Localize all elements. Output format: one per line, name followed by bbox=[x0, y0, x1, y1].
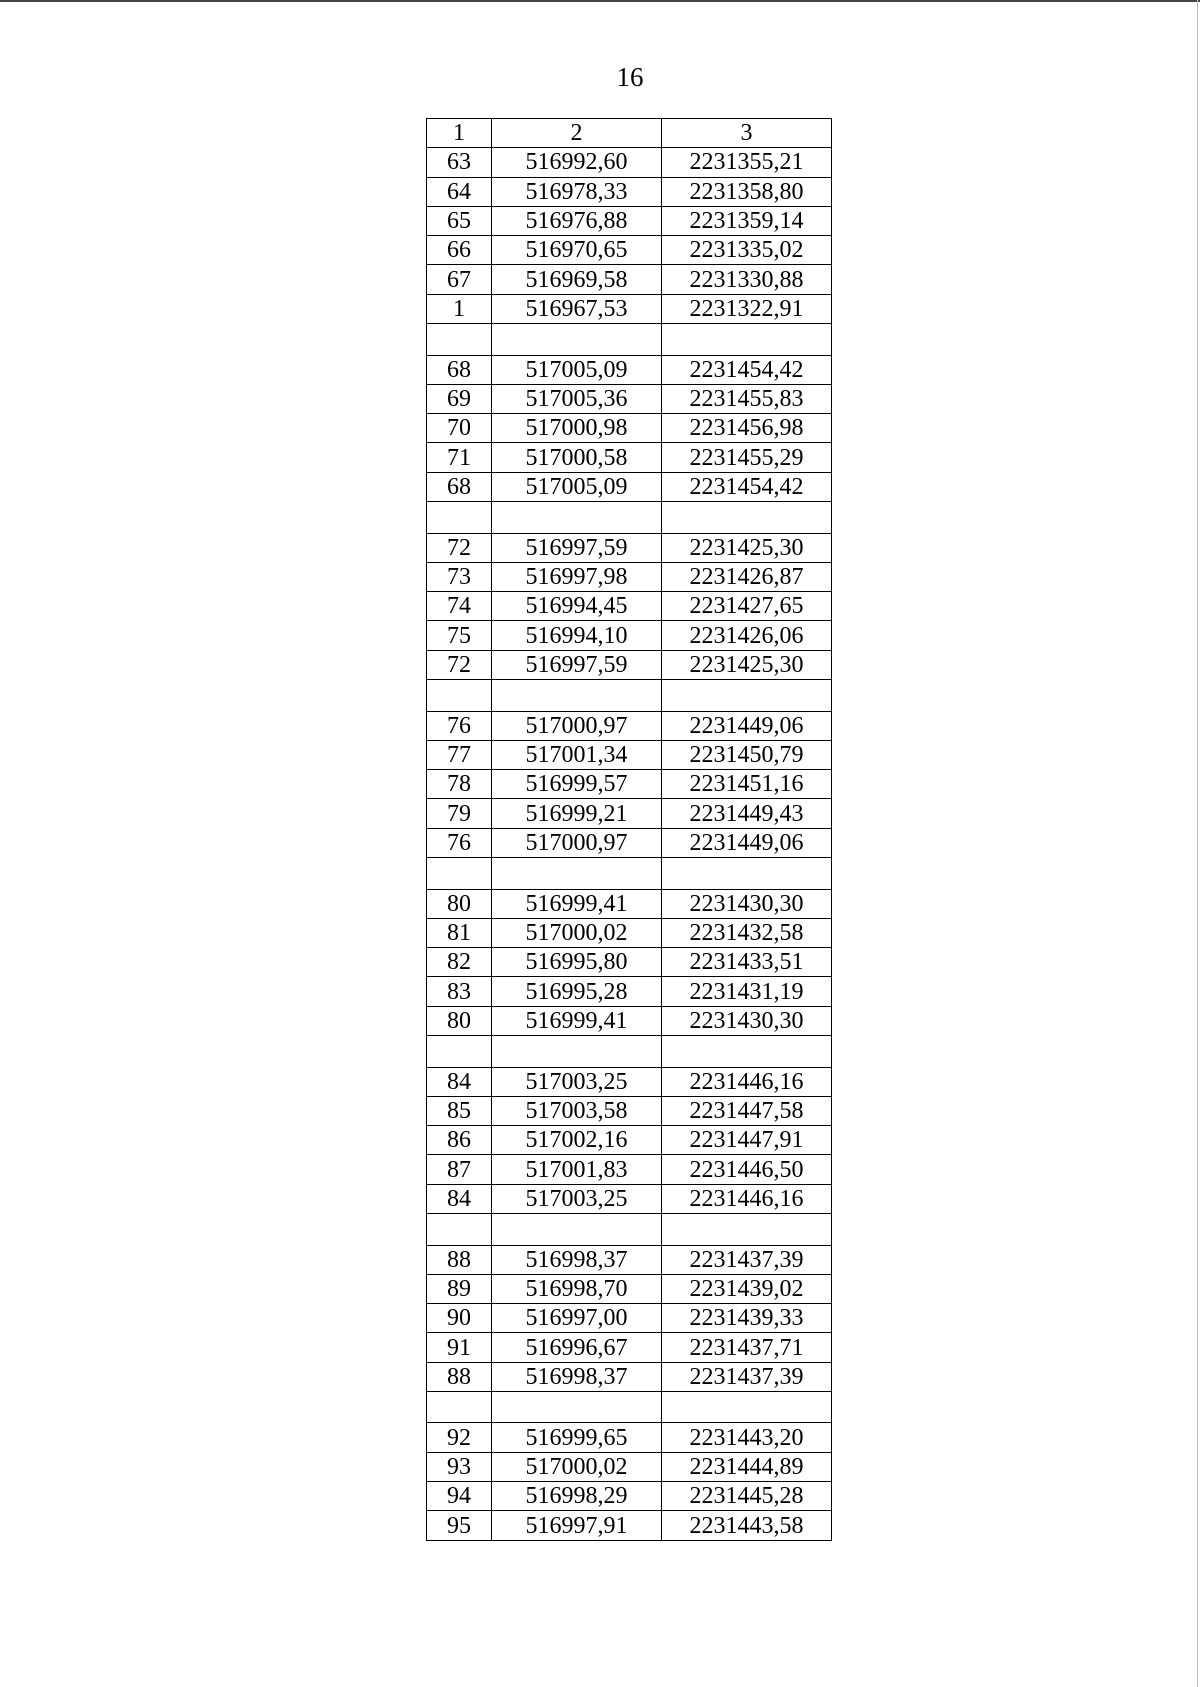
cell-y-coordinate: 2231335,02 bbox=[662, 236, 832, 265]
cell-x-coordinate: 516999,65 bbox=[492, 1423, 662, 1452]
cell-y-coordinate: 2231425,30 bbox=[662, 533, 832, 562]
table-row bbox=[427, 1482, 832, 1511]
cell-point-number: 85 bbox=[427, 1096, 492, 1125]
cell-y-coordinate: 2231445,28 bbox=[662, 1482, 832, 1511]
cell-point-number: 84 bbox=[427, 1067, 492, 1096]
cell-x-coordinate: 516997,59 bbox=[492, 650, 662, 679]
cell-point-number bbox=[427, 324, 492, 356]
cell-y-coordinate: 2231446,50 bbox=[662, 1155, 832, 1184]
table-row bbox=[427, 1304, 832, 1333]
cell-y-coordinate: 2231439,02 bbox=[662, 1274, 832, 1303]
cell-y-coordinate: 2231447,58 bbox=[662, 1096, 832, 1125]
table-row bbox=[427, 1511, 832, 1540]
cell-point-number: 68 bbox=[427, 472, 492, 501]
cell-point-number: 67 bbox=[427, 265, 492, 294]
cell-point-number: 80 bbox=[427, 1006, 492, 1035]
page-top-edge bbox=[0, 0, 1200, 2]
table-row bbox=[427, 1096, 832, 1125]
table-separator-row bbox=[427, 502, 832, 534]
cell-x-coordinate: 517002,16 bbox=[492, 1126, 662, 1155]
cell-y-coordinate: 2231443,58 bbox=[662, 1511, 832, 1540]
cell-y-coordinate: 2231455,83 bbox=[662, 384, 832, 413]
table-row bbox=[427, 1274, 832, 1303]
table-row bbox=[427, 1245, 832, 1274]
table-row bbox=[427, 1362, 832, 1391]
cell-x-coordinate: 516994,10 bbox=[492, 621, 662, 650]
table-row bbox=[427, 770, 832, 799]
table-separator-row bbox=[427, 1214, 832, 1246]
cell-y-coordinate: 2231444,89 bbox=[662, 1452, 832, 1481]
cell-point-number: 68 bbox=[427, 355, 492, 384]
cell-y-coordinate: 2231446,16 bbox=[662, 1184, 832, 1213]
cell-point-number bbox=[427, 1391, 492, 1423]
cell-x-coordinate: 516997,59 bbox=[492, 533, 662, 562]
cell-y-coordinate: 2231454,42 bbox=[662, 355, 832, 384]
cell-y-coordinate: 2231358,80 bbox=[662, 177, 832, 206]
cell-point-number bbox=[427, 1036, 492, 1068]
cell-x-coordinate: 516998,29 bbox=[492, 1482, 662, 1511]
table-row bbox=[427, 1006, 832, 1035]
table-row bbox=[427, 265, 832, 294]
header-cell-point: 1 bbox=[427, 119, 492, 148]
cell-x-coordinate bbox=[492, 1214, 662, 1246]
cell-point-number: 1 bbox=[427, 294, 492, 323]
table-separator-row bbox=[427, 858, 832, 890]
cell-point-number: 83 bbox=[427, 977, 492, 1006]
table-row bbox=[427, 1423, 832, 1452]
cell-point-number: 86 bbox=[427, 1126, 492, 1155]
table-row bbox=[427, 889, 832, 918]
cell-y-coordinate: 2231425,30 bbox=[662, 650, 832, 679]
cell-y-coordinate bbox=[662, 1391, 832, 1423]
cell-point-number: 73 bbox=[427, 562, 492, 591]
cell-point-number: 76 bbox=[427, 828, 492, 857]
cell-x-coordinate bbox=[492, 858, 662, 890]
cell-x-coordinate: 517000,02 bbox=[492, 918, 662, 947]
page-number: 16 bbox=[616, 62, 644, 92]
cell-point-number: 88 bbox=[427, 1245, 492, 1274]
cell-y-coordinate: 2231437,39 bbox=[662, 1362, 832, 1391]
cell-x-coordinate: 517005,36 bbox=[492, 384, 662, 413]
cell-x-coordinate bbox=[492, 502, 662, 534]
cell-point-number: 87 bbox=[427, 1155, 492, 1184]
cell-x-coordinate: 517000,97 bbox=[492, 828, 662, 857]
table-row bbox=[427, 1333, 832, 1362]
cell-y-coordinate: 2231449,06 bbox=[662, 711, 832, 740]
cell-y-coordinate bbox=[662, 1214, 832, 1246]
cell-x-coordinate: 516992,60 bbox=[492, 148, 662, 177]
cell-point-number: 71 bbox=[427, 443, 492, 472]
table-row bbox=[427, 1126, 832, 1155]
cell-point-number: 84 bbox=[427, 1184, 492, 1213]
cell-point-number: 88 bbox=[427, 1362, 492, 1391]
cell-x-coordinate: 516999,57 bbox=[492, 770, 662, 799]
cell-x-coordinate bbox=[492, 1391, 662, 1423]
cell-x-coordinate bbox=[492, 1036, 662, 1068]
cell-x-coordinate: 516995,28 bbox=[492, 977, 662, 1006]
cell-x-coordinate: 516998,37 bbox=[492, 1362, 662, 1391]
cell-x-coordinate: 517003,25 bbox=[492, 1067, 662, 1096]
cell-y-coordinate: 2231443,20 bbox=[662, 1423, 832, 1452]
cell-point-number: 76 bbox=[427, 711, 492, 740]
table-separator-row bbox=[427, 1036, 832, 1068]
cell-y-coordinate: 2231450,79 bbox=[662, 740, 832, 769]
cell-y-coordinate: 2231439,33 bbox=[662, 1304, 832, 1333]
cell-point-number: 79 bbox=[427, 799, 492, 828]
cell-x-coordinate: 517005,09 bbox=[492, 472, 662, 501]
cell-y-coordinate: 2231330,88 bbox=[662, 265, 832, 294]
cell-x-coordinate: 516998,37 bbox=[492, 1245, 662, 1274]
page-right-edge bbox=[1197, 0, 1198, 1687]
cell-point-number: 69 bbox=[427, 384, 492, 413]
cell-x-coordinate: 516999,41 bbox=[492, 889, 662, 918]
cell-x-coordinate: 517000,02 bbox=[492, 1452, 662, 1481]
table-separator-row bbox=[427, 680, 832, 712]
table-header-row bbox=[427, 119, 832, 148]
cell-y-coordinate: 2231430,30 bbox=[662, 1006, 832, 1035]
cell-point-number: 70 bbox=[427, 414, 492, 443]
cell-y-coordinate: 2231455,29 bbox=[662, 443, 832, 472]
cell-x-coordinate: 516994,45 bbox=[492, 592, 662, 621]
cell-point-number: 80 bbox=[427, 889, 492, 918]
table-row bbox=[427, 236, 832, 265]
table-row bbox=[427, 384, 832, 413]
table-row bbox=[427, 592, 832, 621]
table-row bbox=[427, 148, 832, 177]
cell-x-coordinate: 516999,41 bbox=[492, 1006, 662, 1035]
cell-y-coordinate bbox=[662, 680, 832, 712]
cell-x-coordinate: 517001,83 bbox=[492, 1155, 662, 1184]
cell-point-number: 95 bbox=[427, 1511, 492, 1540]
cell-x-coordinate: 517005,09 bbox=[492, 355, 662, 384]
cell-x-coordinate: 516969,58 bbox=[492, 265, 662, 294]
cell-point-number: 72 bbox=[427, 533, 492, 562]
cell-y-coordinate: 2231427,65 bbox=[662, 592, 832, 621]
cell-y-coordinate: 2231447,91 bbox=[662, 1126, 832, 1155]
cell-x-coordinate: 516998,70 bbox=[492, 1274, 662, 1303]
cell-x-coordinate: 517001,34 bbox=[492, 740, 662, 769]
cell-y-coordinate: 2231449,06 bbox=[662, 828, 832, 857]
cell-x-coordinate: 516999,21 bbox=[492, 799, 662, 828]
table-row bbox=[427, 1452, 832, 1481]
table-row bbox=[427, 740, 832, 769]
cell-point-number: 82 bbox=[427, 948, 492, 977]
cell-x-coordinate: 516967,53 bbox=[492, 294, 662, 323]
cell-point-number: 91 bbox=[427, 1333, 492, 1362]
cell-point-number: 77 bbox=[427, 740, 492, 769]
cell-x-coordinate: 517000,97 bbox=[492, 711, 662, 740]
cell-x-coordinate: 516976,88 bbox=[492, 206, 662, 235]
table-row bbox=[427, 206, 832, 235]
cell-point-number: 75 bbox=[427, 621, 492, 650]
cell-x-coordinate: 517003,25 bbox=[492, 1184, 662, 1213]
cell-y-coordinate: 2231430,30 bbox=[662, 889, 832, 918]
cell-x-coordinate: 516997,00 bbox=[492, 1304, 662, 1333]
cell-point-number: 93 bbox=[427, 1452, 492, 1481]
cell-x-coordinate: 516995,80 bbox=[492, 948, 662, 977]
cell-y-coordinate: 2231432,58 bbox=[662, 918, 832, 947]
cell-point-number: 78 bbox=[427, 770, 492, 799]
table-row bbox=[427, 1184, 832, 1213]
cell-y-coordinate: 2231359,14 bbox=[662, 206, 832, 235]
table-row bbox=[427, 1067, 832, 1096]
table-row bbox=[427, 472, 832, 501]
cell-point-number: 63 bbox=[427, 148, 492, 177]
cell-point-number: 72 bbox=[427, 650, 492, 679]
table-row bbox=[427, 977, 832, 1006]
table-row bbox=[427, 533, 832, 562]
table-row bbox=[427, 414, 832, 443]
cell-y-coordinate bbox=[662, 1036, 832, 1068]
table-row bbox=[427, 294, 832, 323]
table-separator-row bbox=[427, 1391, 832, 1423]
cell-x-coordinate: 517000,98 bbox=[492, 414, 662, 443]
cell-y-coordinate bbox=[662, 502, 832, 534]
cell-x-coordinate: 516996,67 bbox=[492, 1333, 662, 1362]
cell-y-coordinate: 2231426,06 bbox=[662, 621, 832, 650]
cell-y-coordinate: 2231451,16 bbox=[662, 770, 832, 799]
cell-point-number: 64 bbox=[427, 177, 492, 206]
table-row bbox=[427, 355, 832, 384]
cell-point-number: 81 bbox=[427, 918, 492, 947]
table-row bbox=[427, 562, 832, 591]
table-row bbox=[427, 711, 832, 740]
cell-x-coordinate: 516970,65 bbox=[492, 236, 662, 265]
cell-x-coordinate: 516978,33 bbox=[492, 177, 662, 206]
table-row bbox=[427, 443, 832, 472]
table-row bbox=[427, 918, 832, 947]
cell-y-coordinate: 2231437,39 bbox=[662, 1245, 832, 1274]
cell-x-coordinate: 517003,58 bbox=[492, 1096, 662, 1125]
cell-y-coordinate: 2231355,21 bbox=[662, 148, 832, 177]
cell-y-coordinate: 2231433,51 bbox=[662, 948, 832, 977]
cell-y-coordinate: 2231446,16 bbox=[662, 1067, 832, 1096]
table-row bbox=[427, 948, 832, 977]
cell-point-number bbox=[427, 1214, 492, 1246]
table-body bbox=[427, 148, 832, 1540]
cell-y-coordinate: 2231322,91 bbox=[662, 294, 832, 323]
cell-point-number: 66 bbox=[427, 236, 492, 265]
cell-x-coordinate: 517000,58 bbox=[492, 443, 662, 472]
cell-x-coordinate: 516997,98 bbox=[492, 562, 662, 591]
cell-x-coordinate: 516997,91 bbox=[492, 1511, 662, 1540]
cell-point-number: 94 bbox=[427, 1482, 492, 1511]
header-cell-x: 2 bbox=[492, 119, 662, 148]
cell-y-coordinate: 2231437,71 bbox=[662, 1333, 832, 1362]
coordinates-table bbox=[426, 118, 832, 1541]
cell-point-number bbox=[427, 858, 492, 890]
cell-point-number: 65 bbox=[427, 206, 492, 235]
table-row bbox=[427, 650, 832, 679]
cell-point-number: 92 bbox=[427, 1423, 492, 1452]
cell-y-coordinate: 2231456,98 bbox=[662, 414, 832, 443]
table-separator-row bbox=[427, 324, 832, 356]
header-cell-y: 3 bbox=[662, 119, 832, 148]
table-row bbox=[427, 828, 832, 857]
table-row bbox=[427, 621, 832, 650]
cell-y-coordinate bbox=[662, 858, 832, 890]
table-row bbox=[427, 177, 832, 206]
cell-y-coordinate bbox=[662, 324, 832, 356]
cell-point-number: 74 bbox=[427, 592, 492, 621]
cell-point-number: 90 bbox=[427, 1304, 492, 1333]
cell-y-coordinate: 2231431,19 bbox=[662, 977, 832, 1006]
cell-point-number bbox=[427, 502, 492, 534]
table-row bbox=[427, 1155, 832, 1184]
cell-x-coordinate bbox=[492, 680, 662, 712]
table-row bbox=[427, 799, 832, 828]
cell-y-coordinate: 2231426,87 bbox=[662, 562, 832, 591]
cell-point-number bbox=[427, 680, 492, 712]
cell-y-coordinate: 2231449,43 bbox=[662, 799, 832, 828]
cell-y-coordinate: 2231454,42 bbox=[662, 472, 832, 501]
cell-point-number: 89 bbox=[427, 1274, 492, 1303]
cell-x-coordinate bbox=[492, 324, 662, 356]
